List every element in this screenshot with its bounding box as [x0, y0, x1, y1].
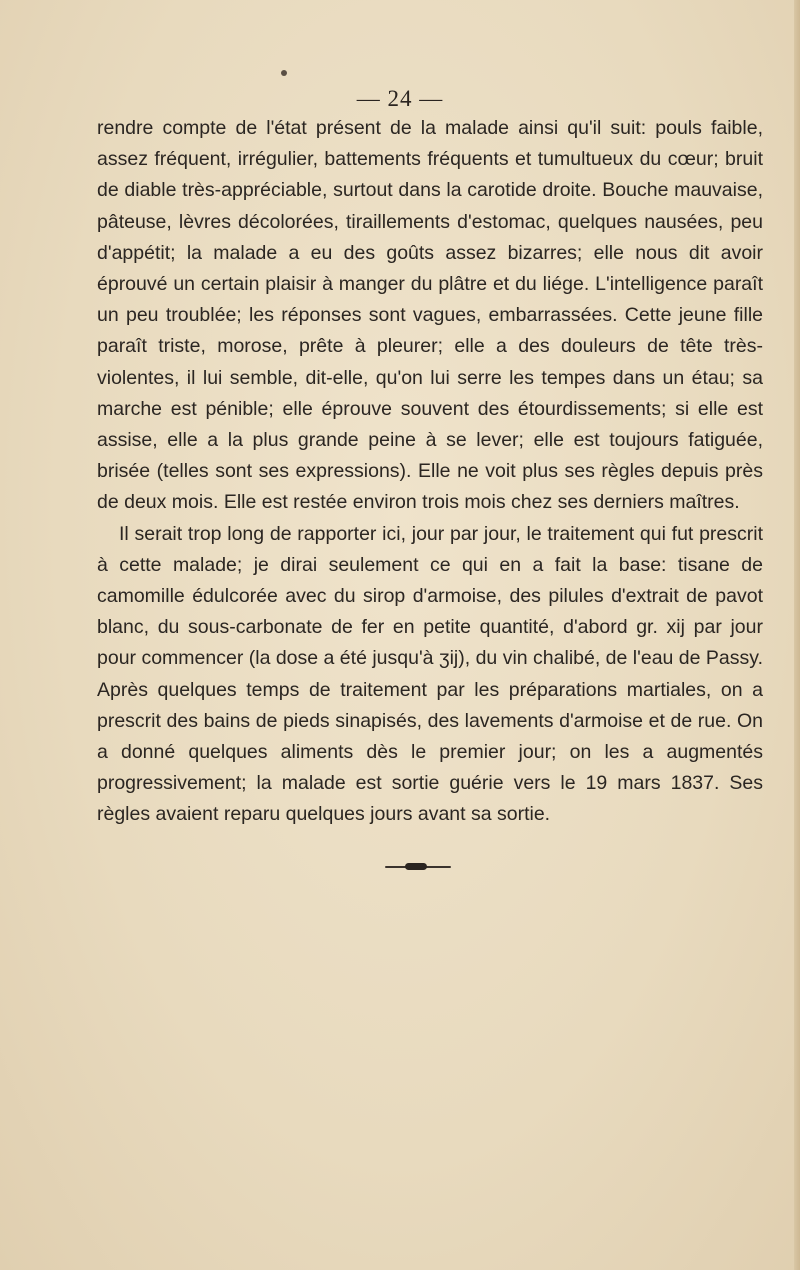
end-ornament: [385, 862, 451, 872]
ink-speck: [281, 70, 287, 76]
page-number: — 24 —: [356, 86, 444, 111]
paragraph-1: rendre compte de l'état présent de la malade ainsi qu'il suit: pouls faible, assez fréquent, irrégulier, battements fréquents et tumultueux du cœur; bruit de diable très-appréciable, surtout dans la carotide droite. Bouche mauvaise, pâteuse, lèvres décolorées, tiraillements d'estomac, quelques nausées, peu d'appétit; la malade a eu des goûts assez bizarres; elle nous dit avoir éprouvé un certain plaisir à manger du plâtre et du liége. L'intelligence paraît un peu troublée; les réponses sont vagues, embarrassées. Cette jeune fille paraît triste, morose, prête à pleurer; elle a des douleurs de tête très-violentes, il lui semble, dit-elle, qu'on lui serre les tempes dans un étau; sa marche est pénible; elle éprouve souvent des étourdissements; si elle est assise, elle a la plus grande peine à se lever; elle est toujours fatiguée, brisée (telles sont ses expressions). Elle ne voit plus ses règles depuis près de deux mois. Elle est restée environ trois mois chez ses derniers maîtres.: [97, 117, 763, 514]
body-text: [97, 113, 763, 831]
paragraph-2: Il serait trop long de rapporter ici, jour par jour, le traitement qui fut prescrit à cette malade; je dirai seulement ce qui en a fait la base: tisane de camomille édulcorée avec du sirop d'armoise, des pilules d'extrait de pavot blanc, du sous-carbonate de fer en petite quantité, d'abord gr. xij par jour pour commencer (la dose a été jusqu'à ʒij), du vin chalibé, de l'eau de Passy. Après quelques temps de traitement par les préparations martiales, on a prescrit des bains de pieds sinapisés, des lavements d'armoise et de rue. On a donné quelques aliments dès le premier jour; on les a augmentés progressivement; la malade est sortie guérie vers le 19 mars 1837. Ses règles avaient reparu quelques jours avant sa sortie.: [97, 522, 763, 826]
page-edge: [794, 0, 800, 1270]
